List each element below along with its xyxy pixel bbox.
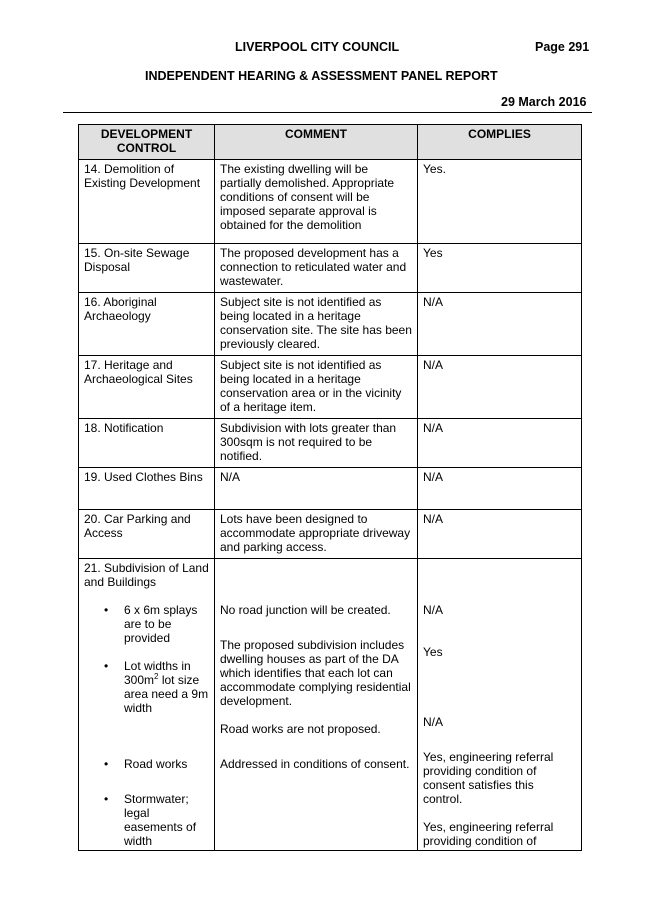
control-cell: 17. Heritage and Archaeological Sites	[79, 356, 215, 419]
subdivision-comment: The proposed subdivision includes dwelling houses as part of the DA which identifies that each lot can accommodate complying residential development.	[220, 638, 411, 708]
table-row	[79, 468, 582, 510]
table-row	[79, 510, 582, 559]
control-cell	[79, 559, 215, 851]
table-row	[79, 244, 582, 293]
list-item	[84, 792, 209, 848]
complies-cell: N/A	[418, 356, 582, 419]
subdivision-comment: No road junction will be created.	[220, 603, 391, 617]
subdivision-item-label: Stormwater; legal easements of width	[124, 792, 197, 848]
subdivision-complies: Yes	[423, 645, 443, 659]
column-header: COMPLIES	[418, 125, 582, 160]
subdivision-complies: N/A	[423, 603, 444, 617]
control-cell: 15. On-site Sewage Disposal	[79, 244, 215, 293]
report-date: 29 March 2016	[501, 95, 587, 109]
list-item	[84, 757, 209, 771]
complies-cell: Yes.	[418, 160, 582, 244]
bullet-icon: •	[104, 603, 109, 617]
complies-cell: Yes	[418, 244, 582, 293]
complies-cell: N/A	[418, 468, 582, 510]
column-header: COMMENT	[215, 125, 418, 160]
control-cell: 18. Notification	[79, 419, 215, 468]
subdivision-item-label: Lot widths in $300m^2$ lot size area need a 9m width	[124, 659, 209, 715]
subdivision-complies: Yes, engineering referral providing condition of consent satisfies this control.	[423, 750, 554, 806]
bullet-icon: •	[104, 757, 109, 771]
council-name: LIVERPOOL CITY COUNCIL	[235, 40, 400, 54]
table-row	[79, 160, 582, 244]
comment-cell: Subject site is not identified as being located in a heritage conservation area or in the vicinity of a heritage item.	[215, 356, 418, 419]
page-number: Page 291	[535, 40, 590, 54]
comment-cell: The proposed development has a connection to reticulated water and wastewater.	[215, 244, 418, 293]
subdivision-comment: Road works are not proposed.	[220, 722, 381, 736]
complies-cell	[418, 559, 582, 851]
comment-cell: N/A	[215, 468, 418, 510]
subdivision-control-title: 21. Subdivision of Land and Buildings	[84, 561, 209, 589]
list-item	[84, 659, 209, 715]
table-header-row	[79, 125, 582, 160]
comment-cell: Lots have been designed to accommodate appropriate driveway and parking access.	[215, 510, 418, 559]
control-cell: 20. Car Parking and Access	[79, 510, 215, 559]
comment-cell	[215, 559, 418, 851]
header-divider	[63, 112, 592, 113]
control-cell: 16. Aboriginal Archaeology	[79, 293, 215, 356]
comment-cell: The existing dwelling will be partially demolished. Appropriate conditions of consent will be imposed separate approval is obtained for the demolition	[215, 160, 418, 244]
subdivision-complies: Yes, engineering referral providing condition of	[423, 820, 554, 848]
table-row	[79, 419, 582, 468]
column-header: DEVELOPMENT CONTROL	[79, 125, 215, 160]
table-row	[79, 356, 582, 419]
subdivision-item-label: Road works	[124, 757, 188, 771]
comment-cell: Subdivision with lots greater than 300sqm is not required to be notified.	[215, 419, 418, 468]
subdivision-control-list	[84, 603, 209, 848]
bullet-icon: •	[104, 659, 109, 673]
complies-cell: N/A	[418, 293, 582, 356]
subdivision-row	[79, 559, 582, 851]
comment-cell: Subject site is not identified as being located in a heritage conservation site. The site has been previously cleared.	[215, 293, 418, 356]
complies-cell: N/A	[418, 419, 582, 468]
control-cell: 19. Used Clothes Bins	[79, 468, 215, 510]
control-cell: 14. Demolition of Existing Development	[79, 160, 215, 244]
report-title: INDEPENDENT HEARING & ASSESSMENT PANEL REPORT	[145, 69, 498, 83]
subdivision-complies: N/A	[423, 715, 444, 729]
list-item	[84, 603, 209, 645]
development-control-table	[78, 124, 582, 851]
table-row	[79, 293, 582, 356]
bullet-icon: •	[104, 792, 109, 806]
subdivision-item-label: 6 x 6m splays are to be provided	[124, 603, 198, 645]
subdivision-comment: Addressed in conditions of consent.	[220, 757, 410, 771]
complies-cell: N/A	[418, 510, 582, 559]
